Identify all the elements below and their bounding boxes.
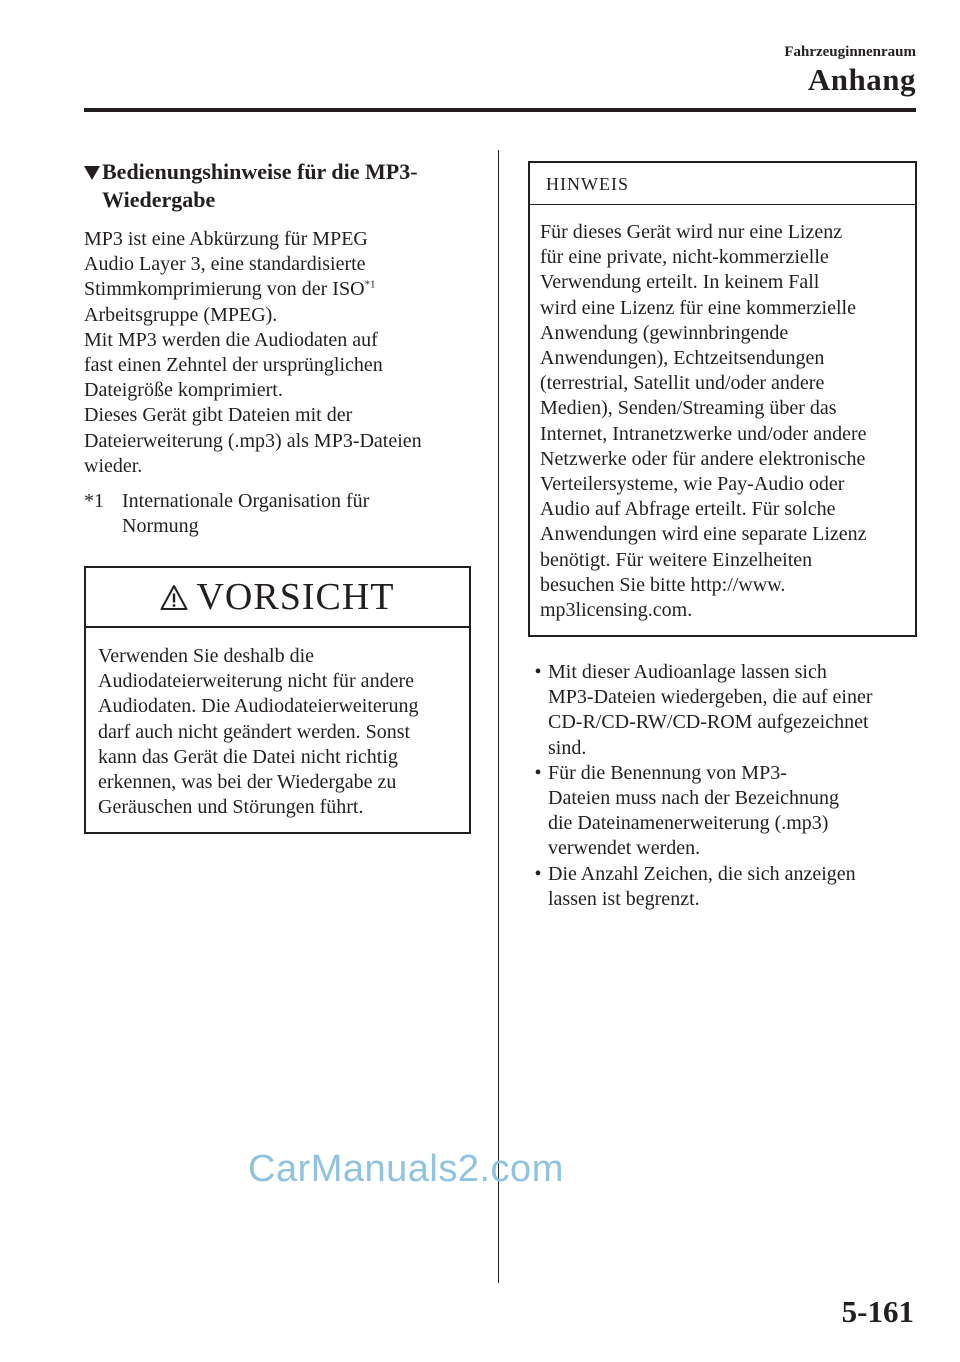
heading-line: Wiedergabe [102, 187, 216, 212]
footnote [84, 489, 474, 539]
caution-line: Verwenden Sie deshalb die [98, 645, 315, 667]
column-divider [498, 150, 499, 1283]
list-item-line: Für die Benennung von MP3- [548, 761, 787, 784]
list-item-line: die Dateinamenerweiterung (.mp3) [548, 812, 829, 835]
caution-line: Audiodateierweiterung nicht für andere [98, 670, 414, 693]
note-line: Verwendung erteilt. In keinem Fall [540, 271, 820, 294]
list-item [528, 660, 923, 761]
note-line: Medien), Senden/Streaming über das [540, 397, 837, 420]
note-line: Internet, Intranetzwerke und/oder andere [540, 422, 867, 445]
list-item-line: verwendet werden. [548, 837, 701, 860]
paragraph-line: Dateigröße komprimiert. [84, 379, 283, 402]
footnote-reference: *1 [364, 278, 376, 291]
section-heading [84, 158, 474, 214]
note-text [530, 205, 915, 623]
note-title: HINWEIS [530, 163, 915, 205]
note-line: Verteilersysteme, wie Pay-Audio oder [540, 473, 845, 496]
caution-title: VORSICHT [196, 576, 395, 618]
note-line: Für dieses Gerät wird nur eine Lizenz [540, 221, 843, 243]
note-line: Netzwerke oder für andere elektronische [540, 447, 866, 470]
paragraph-line: Dieses Gerät gibt Dateien mit der [84, 404, 353, 427]
left-column [84, 158, 474, 539]
paragraph-line: Arbeitsgruppe (MPEG). [84, 303, 278, 326]
caution-box [84, 566, 471, 834]
paragraph-line [84, 277, 474, 302]
watermark-logo: CarManuals2.com [248, 1148, 564, 1190]
page-number: 5-161 [841, 1294, 914, 1329]
caution-line: Audiodaten. Die Audiodateierweiterung [98, 695, 419, 718]
note-line: benötigt. Für weitere Einzelheiten [540, 548, 813, 571]
note-line: mp3licensing.com. [540, 599, 693, 622]
list-item-text [548, 862, 856, 912]
section-heading-text [102, 158, 418, 214]
triangle-marker-icon [84, 166, 100, 180]
bullet-glyph: • [534, 661, 542, 683]
note-line: Anwendungen wird eine separate Lizenz [540, 523, 867, 546]
list-item-line: sind. [548, 736, 587, 759]
caution-text [86, 628, 469, 820]
bullet-list [528, 660, 923, 912]
bullet-glyph: • [534, 761, 542, 784]
note-line: Anwendungen), Echtzeitsendungen [540, 347, 825, 370]
note-line: besuchen Sie bitte http://www. [540, 573, 786, 596]
note-line: (terrestrial, Satellit und/oder andere [540, 372, 825, 395]
note-line: für eine private, nicht-kommerzielle [540, 246, 829, 269]
list-item-text [548, 660, 873, 761]
paragraph-line: Mit MP3 werden die Audiodaten auf [84, 328, 378, 351]
chapter-title: Anhang [807, 62, 916, 97]
footnote-mark: *1 [84, 490, 104, 513]
paragraph-line: Dateierweiterung (.mp3) als MP3-Dateien [84, 429, 422, 452]
warning-triangle-icon [160, 584, 188, 612]
caution-line: erkennen, was bei der Wiedergabe zu [98, 771, 397, 794]
list-item-line: Die Anzahl Zeichen, die sich anzeigen [548, 862, 856, 885]
header-section-label: Fahrzeuginnenraum [784, 44, 916, 60]
note-box [528, 161, 917, 637]
note-line: wird eine Lizenz für eine kommerzielle [540, 296, 856, 319]
list-item-line: CD-R/CD-RW/CD-ROM aufgezeichnet [548, 711, 869, 734]
note-line: Audio auf Abfrage erteilt. Für solche [540, 498, 836, 521]
paragraph-line: wieder. [84, 454, 143, 477]
list-item-line: MP3-Dateien wiedergeben, die auf einer [548, 686, 873, 709]
footnote-line: Normung [122, 515, 199, 538]
paragraph-line: Audio Layer 3, eine standardisierte [84, 253, 366, 276]
heading-line: Bedienungshinweise für die MP3- [102, 159, 418, 184]
paragraph-line: MP3 ist eine Abkürzung für MPEG [84, 228, 368, 250]
list-item [528, 862, 923, 912]
footnote-line: Internationale Organisation für [122, 490, 370, 513]
list-item [528, 761, 923, 862]
list-item-line: Dateien muss nach der Bezeichnung [548, 787, 840, 810]
caution-header [86, 568, 469, 628]
header-rule [84, 108, 916, 112]
list-item-line: lassen ist begrenzt. [548, 887, 700, 910]
caution-line: Geräuschen und Störungen führt. [98, 796, 364, 819]
bullet-glyph: • [534, 862, 542, 885]
footnote-text [122, 489, 369, 539]
list-item-line: Mit dieser Audioanlage lassen sich [548, 661, 827, 683]
paragraph-line-text: Stimmkomprimierung von der ISO [84, 278, 365, 301]
intro-paragraph [84, 227, 474, 479]
note-line: Anwendung (gewinnbringende [540, 321, 789, 344]
caution-line: darf auch nicht geändert werden. Sonst [98, 720, 411, 743]
list-item-text [548, 761, 839, 862]
caution-line: kann das Gerät die Datei nicht richtig [98, 745, 398, 768]
paragraph-line: fast einen Zehntel der ursprünglichen [84, 354, 383, 377]
